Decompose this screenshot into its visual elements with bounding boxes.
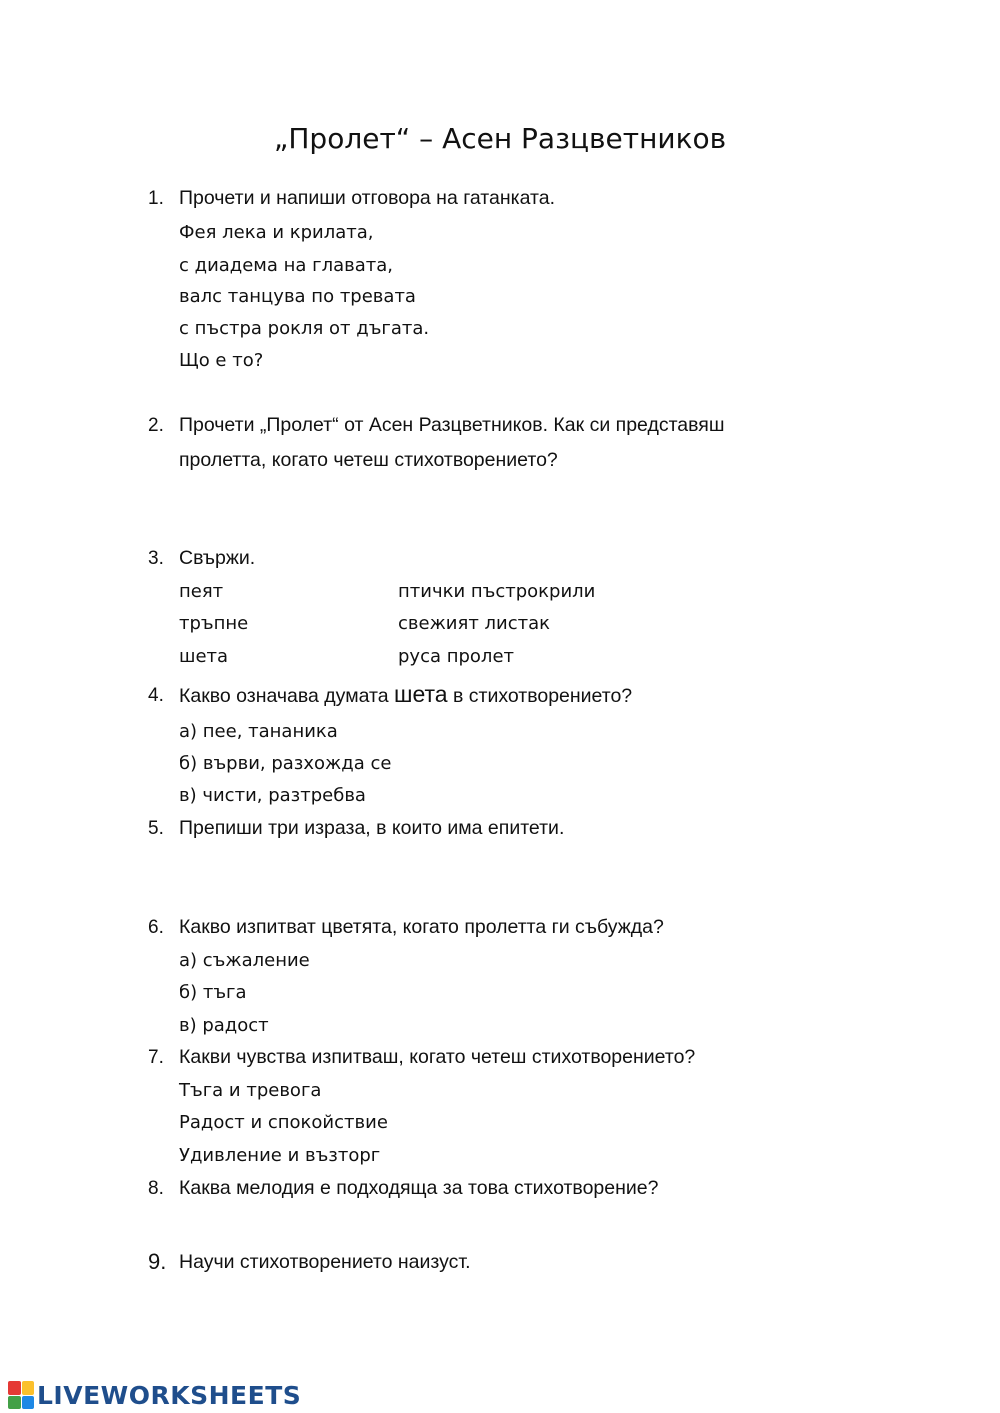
q4-option: а) пее, тананика: [179, 721, 338, 742]
q1-number: 1.: [148, 188, 164, 209]
riddle-line: Що е то?: [179, 350, 264, 371]
q7-text: Какви чувства изпитваш, когато четеш стихотворението?: [179, 1046, 696, 1068]
q9-number: 9.: [148, 1249, 167, 1274]
q7-option: Радост и спокойствие: [179, 1112, 388, 1133]
riddle-line: с диадема на главата,: [179, 255, 394, 276]
q2-number: 2.: [148, 415, 164, 436]
match-right-item: птички пъстрокрили: [398, 581, 596, 602]
q7-option: Удивление и възторг: [179, 1145, 381, 1166]
logo-text: LIVEWORKSHEETS: [37, 1380, 302, 1410]
match-left-item: шета: [179, 646, 229, 667]
q6-option: б) тъга: [179, 982, 247, 1003]
match-right-item: свежият листак: [398, 613, 551, 634]
q2-text-line1: Прочети „Пролет“ от Асен Разцветников. Как си представяш: [179, 414, 725, 436]
q8-number: 8.: [148, 1178, 164, 1199]
q1-text: Прочети и напиши отговора на гатанката.: [179, 187, 555, 209]
q6-option: а) съжаление: [179, 950, 310, 971]
q5-number: 5.: [148, 818, 164, 839]
match-left-item: пеят: [179, 581, 224, 602]
q3-text: Свържи.: [179, 547, 256, 569]
riddle-line: Фея лека и крилата,: [179, 222, 374, 243]
liveworksheets-logo: [8, 1378, 301, 1412]
q4-text-after: в стихотворението?: [452, 685, 633, 707]
q6-text: Какво изпитват цветята, когато пролетта ги събужда?: [179, 916, 664, 938]
q4-text-before: Какво означава думата: [179, 685, 389, 707]
q9-text: Научи стихотворението наизуст.: [179, 1251, 471, 1273]
q5-text: Препиши три израза, в които има епитети.: [179, 817, 565, 839]
q6-number: 6.: [148, 917, 164, 938]
q8-text: Каква мелодия е подходяща за това стихотворение?: [179, 1177, 659, 1199]
riddle-line: валс танцува по тревата: [179, 286, 416, 307]
q4-text: [179, 681, 632, 708]
page-title: „Пролет“ – Асен Разцветников: [273, 122, 727, 155]
q4-highlighted-word: шета: [394, 681, 448, 707]
match-left-item: тръпне: [179, 613, 249, 634]
q2-text-line2: пролетта, когато четеш стихотворението?: [179, 449, 558, 471]
q7-number: 7.: [148, 1047, 164, 1068]
q6-option: в) радост: [179, 1015, 269, 1036]
q3-number: 3.: [148, 548, 164, 569]
q4-number: 4.: [148, 685, 164, 706]
q4-option: в) чисти, разтребва: [179, 785, 366, 806]
q4-option: б) върви, разхожда се: [179, 753, 392, 774]
q7-option: Тъга и тревога: [179, 1080, 322, 1101]
match-right-item: руса пролет: [398, 646, 514, 667]
logo-badge-icon: [8, 1381, 34, 1409]
riddle-line: с пъстра рокля от дъгата.: [179, 318, 430, 339]
